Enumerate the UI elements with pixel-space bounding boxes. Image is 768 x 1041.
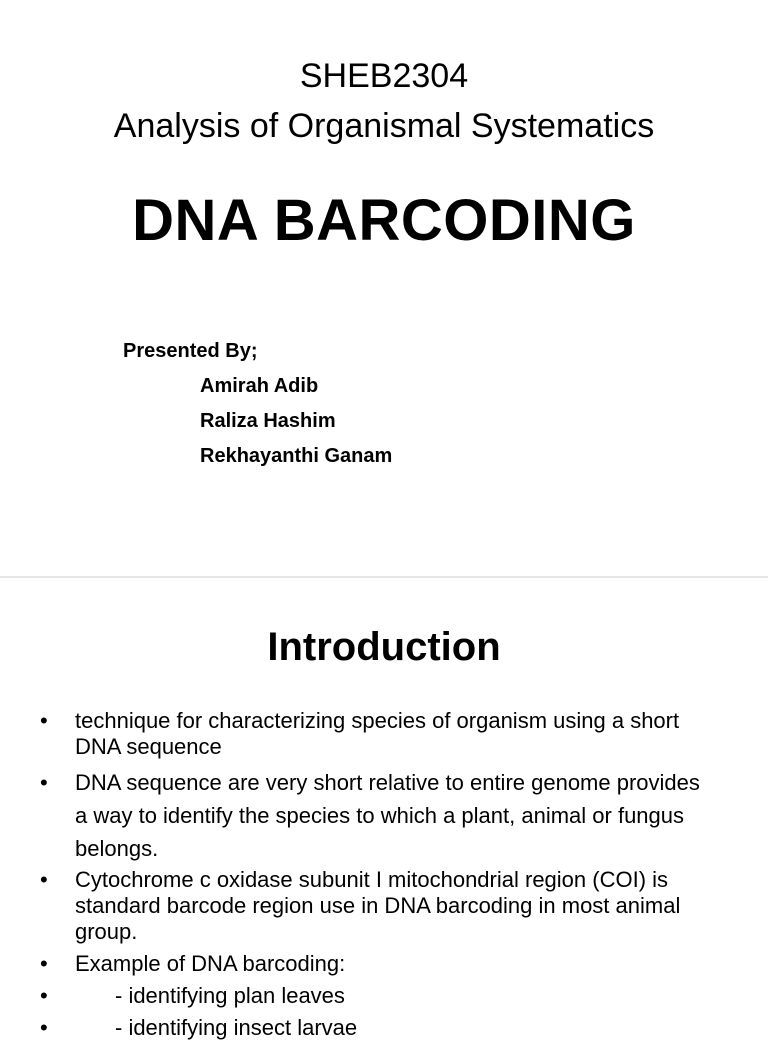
course-code: SHEB2304 [299, 57, 469, 95]
bullet-text: - identifying insect larvae [115, 1015, 358, 1040]
bullet-text: - identifying plan leaves [115, 983, 345, 1008]
bullet-text: DNA sequence are very short relative to entire genome provides a way to identify the species to which a plant, animal or fungus belongs. [75, 770, 700, 861]
presenter-name: Rekhayanthi Ganam [200, 445, 393, 467]
bullet-icon: • [40, 1015, 48, 1040]
bullet-item [0, 708, 768, 760]
bullet-icon: • [40, 770, 48, 795]
bullet-list [0, 708, 768, 1041]
main-title: DNA BARCODING [132, 188, 636, 253]
introduction-slide [0, 578, 768, 1040]
presented-by-label: Presented By; [123, 340, 258, 362]
bullet-text: Example of DNA barcoding: [75, 951, 346, 976]
course-title: Analysis of Organismal Systematics [113, 107, 655, 145]
presenter-name: Amirah Adib [200, 375, 319, 397]
bullet-item [0, 951, 768, 977]
slide-heading: Introduction [267, 625, 501, 669]
bullet-item [0, 983, 768, 1009]
bullet-text: Cytochrome c oxidase subunit I mitochondrial region (COI) is standard barcode region use in DNA barcoding in most animal group. [75, 867, 681, 944]
bullet-item [0, 1015, 768, 1041]
bullet-item [0, 766, 768, 865]
bullet-icon: • [40, 983, 48, 1008]
bullet-item [0, 867, 768, 945]
bullet-icon: • [40, 708, 48, 733]
bullet-text: technique for characterizing species of organism using a short DNA sequence [75, 708, 680, 759]
bullet-icon: • [40, 867, 48, 892]
presenter-name: Raliza Hashim [200, 410, 336, 432]
bullet-icon: • [40, 951, 48, 976]
